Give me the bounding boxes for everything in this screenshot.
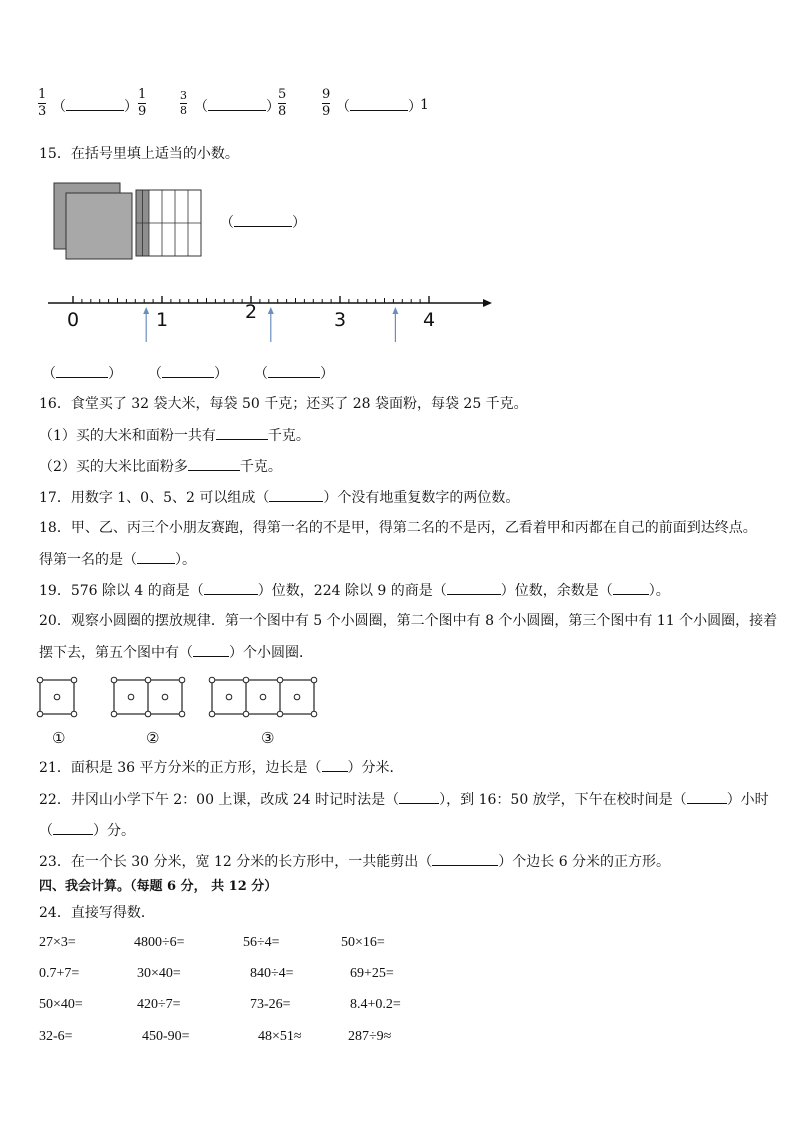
arithmetic-item: 56÷4= (243, 935, 280, 950)
arithmetic-item: 30×40= (137, 966, 181, 981)
q19-blank-1[interactable] (204, 580, 258, 595)
fraction-1-3: 1 3 (38, 87, 47, 119)
figure-label: ③ (261, 729, 275, 747)
q17-blank[interactable] (269, 487, 323, 502)
q16-sub2: （2）买的大米比面粉多 千克。 (39, 456, 282, 477)
q22-blank-3[interactable] (53, 820, 93, 835)
center-circle (226, 694, 232, 700)
arithmetic-item: 420÷7= (137, 997, 181, 1012)
number-line-arrowhead (483, 299, 492, 307)
corner-circle (37, 677, 43, 683)
q21: 21．面积是 36 平方分米的正方形，边长是（ ）分米． (39, 757, 404, 778)
arithmetic-item: 73-26= (250, 997, 291, 1012)
q19-blank-2[interactable] (447, 580, 501, 595)
answer-blank[interactable]: （ ） (52, 96, 138, 116)
figure-label: ① (52, 729, 66, 747)
arithmetic-item: 32-6= (39, 1029, 73, 1044)
q22-blank-1[interactable] (399, 789, 439, 804)
arithmetic-item: 0.7+7= (39, 966, 80, 981)
corner-circle (243, 711, 249, 717)
arithmetic-item: 50×16= (341, 935, 385, 950)
corner-circle (37, 711, 43, 717)
q19-blank-3[interactable] (613, 580, 649, 595)
q22-line2: （ ）分。 (39, 820, 135, 841)
full-square-front (66, 193, 132, 259)
corner-circle (277, 677, 283, 683)
arithmetic-item: 50×40= (39, 997, 83, 1012)
corner-circle (179, 711, 185, 717)
q16-title: 16．食堂买了 32 袋大米，每袋 50 千克；还买了 28 袋面粉，每袋 25 千克。 (39, 396, 528, 412)
q23: 23．在一个长 30 分米，宽 12 分米的长方形中，一共能剪出（ ）个边长 6 分米的正方形。 (39, 851, 670, 872)
center-circle (54, 694, 60, 700)
number-line-pointer-head (392, 307, 398, 314)
q16-sub1-blank[interactable] (216, 425, 268, 440)
center-circle (294, 694, 300, 700)
fraction-9-9: 9 9 (322, 87, 331, 119)
q21-blank[interactable] (322, 757, 348, 772)
q19: 19．576 除以 4 的商是（ ）位数，224 除以 9 的商是（ ）位数，余数是（ ）。 (39, 580, 670, 601)
number-line-answer-1[interactable]: （ ） (42, 363, 122, 383)
number-one: 1 (420, 97, 429, 113)
number-line-label: 3 (334, 309, 347, 331)
decimal-squares-figure (50, 178, 210, 268)
square-answer-blank[interactable]: （ ） (220, 212, 306, 232)
answer-blank[interactable]: （ ） (336, 96, 422, 116)
corner-circle (145, 711, 151, 717)
q16-sub2-blank[interactable] (188, 456, 240, 471)
corner-circle (71, 677, 77, 683)
pattern-figure (209, 677, 317, 747)
corner-circle (111, 677, 117, 683)
q18-line2: 得第一名的是（ ）。 (39, 549, 196, 570)
circle-pattern-figures (34, 672, 334, 752)
corner-circle (145, 677, 151, 683)
pattern-figure (111, 677, 185, 747)
q23-blank[interactable] (432, 851, 498, 866)
arithmetic-item: 69+25= (350, 966, 394, 981)
number-line-label: 0 (67, 309, 80, 331)
arithmetic-item: 48×51≈ (258, 1029, 302, 1044)
pattern-figure (37, 677, 77, 747)
corner-circle (277, 711, 283, 717)
number-line-pointer-head (143, 307, 149, 314)
q20-line1: 20．观察小圆圈的摆放规律．第一个图中有 5 个小圆圈，第二个图中有 8 个小圆圈，第三个图中有 11 个小圆圈，接着 (39, 613, 778, 629)
corner-circle (243, 677, 249, 683)
q18-line1: 18．甲、乙、丙三个小朋友赛跑，得第一名的不是甲，得第二名的不是丙，乙看着甲和丙都在自己的前面到达终点。 (39, 520, 757, 536)
number-line-answer-3[interactable]: （ ） (254, 363, 334, 383)
number-line-pointer-head (268, 307, 274, 314)
q18-blank[interactable] (137, 549, 175, 564)
number-line-label: 1 (156, 309, 169, 331)
q15-title: 15．在括号里填上适当的小数。 (39, 146, 239, 162)
arithmetic-item: 450-90= (142, 1029, 190, 1044)
arithmetic-item: 4800÷6= (134, 935, 185, 950)
fraction-3-8: 3 8 (180, 89, 187, 117)
corner-circle (209, 711, 215, 717)
arithmetic-item: 8.4+0.2= (350, 997, 401, 1012)
center-circle (162, 694, 168, 700)
q24-title: 24．直接写得数． (39, 905, 155, 921)
figure-label: ② (146, 729, 160, 747)
arithmetic-item: 840÷4= (250, 966, 294, 981)
fraction-1-9: 1 9 (138, 87, 147, 119)
number-line-label: 2 (245, 301, 258, 323)
corner-circle (311, 711, 317, 717)
center-circle (128, 694, 134, 700)
section-4-title: 四、我会计算。（每题 6 分， 共 12 分） (39, 879, 278, 894)
number-line-answer-2[interactable]: （ ） (148, 363, 228, 383)
arithmetic-item: 27×3= (39, 935, 76, 950)
q22-line1: 22．井冈山小学下午 2：00 上课，改成 24 时记时法是（ ），到 16：50 放学，下午在校时间是（ ）小时 (39, 789, 769, 810)
q22-blank-2[interactable] (687, 789, 727, 804)
corner-circle (179, 677, 185, 683)
number-line-label: 4 (423, 309, 436, 331)
corner-circle (311, 677, 317, 683)
arithmetic-item: 287÷9≈ (348, 1029, 392, 1044)
q17: 17．用数字 1、0、5、2 可以组成（ ）个没有地重复数字的两位数。 (39, 487, 519, 508)
corner-circle (209, 677, 215, 683)
q20-blank[interactable] (193, 642, 229, 657)
center-circle (260, 694, 266, 700)
q16-sub1: （1）买的大米和面粉一共有 千克。 (39, 425, 310, 446)
number-line (40, 290, 510, 350)
corner-circle (111, 711, 117, 717)
corner-circle (71, 711, 77, 717)
fraction-5-8: 5 8 (278, 87, 287, 119)
q20-line2: 摆下去，第五个图中有（ ）个小圆圈． (39, 642, 313, 663)
answer-blank[interactable]: （ ） (194, 96, 280, 116)
partial-grid-square (136, 190, 201, 256)
